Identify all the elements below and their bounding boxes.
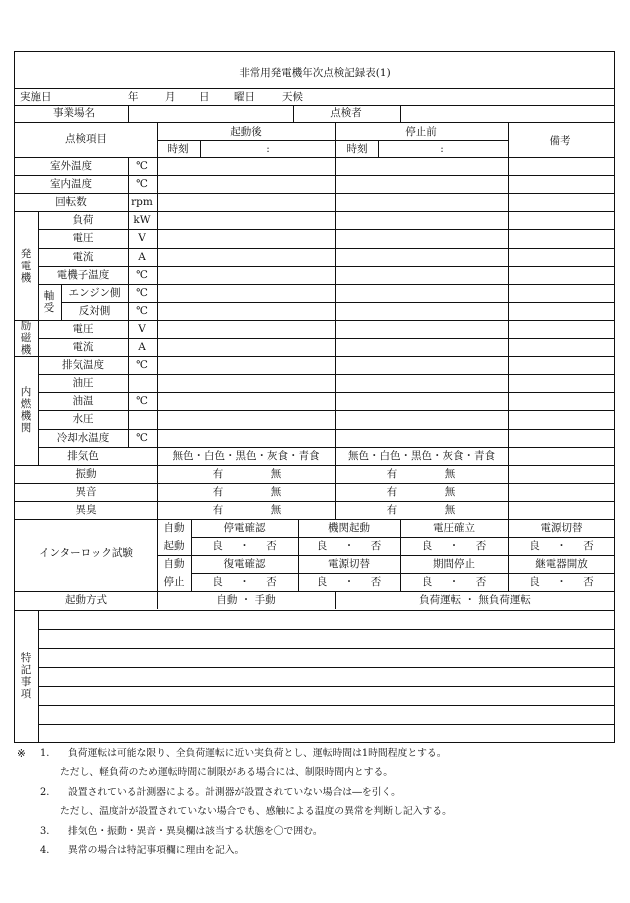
value-before-cell[interactable]	[336, 267, 507, 283]
remarks-cell[interactable]	[509, 176, 614, 192]
start-method-options: 自動 ・ 手動	[216, 594, 276, 607]
value-before-cell[interactable]	[336, 375, 507, 391]
rule-line	[400, 519, 401, 591]
time-colon-before: :	[440, 143, 444, 155]
check-label: 異臭	[75, 503, 97, 516]
interlock-result-cell[interactable]	[299, 574, 399, 590]
day-label: 日	[199, 91, 210, 103]
rule-line	[14, 501, 615, 502]
check-no-after: 無	[270, 503, 282, 516]
remarks-cell[interactable]	[509, 194, 614, 210]
time-label-after: 時刻	[167, 143, 189, 155]
rule-line	[157, 591, 158, 609]
time-after-input[interactable]	[201, 141, 334, 156]
check-yes-after: 有	[212, 467, 224, 480]
special-notes-input[interactable]	[40, 687, 613, 704]
note-mark: ※	[17, 748, 26, 760]
note-number: 2.	[40, 787, 50, 798]
engine-group-label: 内燃機関	[20, 386, 32, 435]
interlock-bad: 否	[266, 576, 277, 589]
start-method-label: 起動方式	[65, 594, 107, 607]
time-before-input[interactable]	[379, 141, 507, 156]
run-mode-options: 負荷運転 ・ 無負荷運転	[419, 594, 531, 607]
check-yes-before: 有	[386, 503, 398, 516]
exciter-group-label: 励磁機	[20, 320, 32, 356]
bearing-column-line	[61, 284, 62, 320]
value-before-cell[interactable]	[336, 357, 507, 373]
site-name-label: 事業場名	[53, 107, 95, 119]
row-label: 油圧	[72, 377, 94, 390]
interlock-bad: 否	[370, 576, 382, 589]
check-no-before: 無	[444, 467, 456, 480]
interlock-good: 良	[529, 576, 540, 589]
rule-line	[14, 483, 615, 484]
inspector-label: 点検者	[330, 107, 362, 119]
remarks-column-line	[508, 122, 509, 519]
row-unit: ℃	[136, 304, 148, 317]
row-label: 電圧	[72, 232, 94, 245]
interlock-result-cell[interactable]	[509, 574, 614, 590]
interlock-good: 良	[316, 540, 328, 553]
row-label: 室内温度	[50, 178, 92, 191]
unit-column-line	[128, 157, 129, 447]
check-yes-after: 有	[212, 503, 224, 516]
interlock-test-label: インターロック試験	[39, 547, 133, 559]
weekday-label: 曜日	[234, 91, 255, 103]
interlock-item: 復電確認	[223, 558, 266, 571]
interlock-sep: ・	[556, 576, 567, 589]
rule-line	[128, 105, 129, 122]
rule-under-site	[14, 122, 615, 123]
value-after-cell[interactable]	[158, 375, 334, 391]
row-label: 負荷	[72, 214, 94, 227]
interlock-bad: 否	[475, 540, 487, 553]
value-after-cell[interactable]	[158, 357, 334, 373]
interlock-sep: ・	[343, 540, 355, 553]
interlock-group-line1: 自動	[163, 522, 185, 534]
interlock-result-cell[interactable]	[192, 538, 297, 554]
interlock-result-cell[interactable]	[509, 538, 614, 554]
interlock-sep: ・	[556, 540, 567, 553]
item-header: 点検項目	[65, 133, 107, 145]
value-after-cell[interactable]	[158, 285, 334, 301]
rule-line	[400, 105, 401, 122]
row-unit: V	[138, 232, 146, 245]
row-unit: ℃	[136, 268, 148, 281]
interlock-item: 期間停止	[433, 558, 475, 571]
interlock-item: 電圧確立	[433, 522, 475, 534]
value-after-cell[interactable]	[158, 303, 334, 319]
interlock-sep: ・	[448, 540, 460, 553]
interlock-group-line2: 起動	[163, 540, 185, 553]
value-after-cell[interactable]	[158, 249, 334, 265]
year-label: 年	[128, 91, 139, 103]
bearing-group-label: 軸受	[43, 289, 55, 314]
remarks-cell[interactable]	[509, 267, 614, 283]
interlock-item: 電源切替	[328, 558, 370, 571]
value-after-cell[interactable]	[158, 430, 334, 446]
remarks-cell[interactable]	[509, 357, 614, 373]
interlock-good: 良	[529, 540, 540, 553]
rule-line	[14, 519, 615, 520]
value-before-cell[interactable]	[336, 158, 507, 174]
rule-line	[14, 591, 615, 592]
remarks-cell[interactable]	[509, 249, 614, 265]
interlock-item: 継電器開放	[535, 558, 588, 571]
rule-line	[191, 537, 615, 538]
check-no-before: 無	[444, 485, 456, 498]
interlock-good: 良	[212, 540, 223, 553]
value-before-cell[interactable]	[336, 194, 507, 210]
exhaust-options-before: 無色・白色・黒色・灰食・青食	[348, 449, 495, 462]
site-name-field[interactable]	[130, 106, 292, 121]
value-before-cell[interactable]	[336, 411, 507, 427]
special-notes-input[interactable]	[40, 668, 613, 685]
remarks-cell[interactable]	[509, 158, 614, 174]
row-unit: ℃	[136, 395, 148, 408]
after-column-line	[157, 122, 158, 519]
interlock-bad: 否	[583, 540, 594, 553]
value-before-cell[interactable]	[336, 176, 507, 192]
interlock-group-line1: 自動	[163, 558, 185, 571]
remarks-cell[interactable]	[509, 411, 614, 427]
note-number: 1.	[40, 748, 50, 759]
rule-line	[14, 465, 615, 466]
rule-line	[298, 519, 299, 591]
remarks-cell[interactable]	[509, 285, 614, 301]
remarks-cell[interactable]	[509, 303, 614, 319]
inspector-field[interactable]	[402, 106, 614, 121]
interlock-item: 電源切替	[540, 522, 583, 534]
note-number: 4.	[40, 845, 50, 856]
value-after-cell[interactable]	[158, 212, 334, 228]
value-before-cell[interactable]	[336, 230, 507, 246]
value-after-cell[interactable]	[158, 230, 334, 246]
remarks-cell[interactable]	[509, 321, 614, 337]
interlock-sep: ・	[343, 576, 355, 589]
interlock-sep: ・	[239, 540, 250, 553]
row-label: 水圧	[72, 413, 94, 426]
remarks-cell[interactable]	[509, 375, 614, 391]
row-unit: ℃	[136, 359, 148, 372]
special-notes-input[interactable]	[40, 706, 613, 723]
generator-group-label: 発電機	[20, 247, 32, 284]
before-stop-header: 停止前	[405, 126, 437, 138]
interlock-bad: 否	[370, 540, 382, 553]
value-before-cell[interactable]	[336, 430, 507, 446]
note-text: 排気色・振動・異音・異臭欄は該当する状態を〇で囲む。	[68, 826, 323, 837]
value-after-cell[interactable]	[158, 194, 334, 210]
value-after-cell[interactable]	[158, 393, 334, 409]
row-unit: A	[138, 341, 146, 353]
value-before-cell[interactable]	[336, 339, 507, 355]
rule-line	[157, 555, 615, 556]
check-label: 異音	[75, 485, 97, 498]
check-no-after: 無	[270, 485, 282, 498]
interlock-bad: 否	[475, 576, 487, 589]
remarks-cell[interactable]	[509, 430, 614, 446]
interlock-bad: 否	[266, 540, 277, 553]
value-after-cell[interactable]	[158, 158, 334, 174]
interlock-sep: ・	[239, 576, 250, 589]
row-label: エンジン側	[68, 286, 121, 299]
remarks-cell[interactable]	[509, 230, 614, 246]
interlock-result-cell[interactable]	[299, 538, 399, 554]
note-number: 3.	[40, 826, 50, 837]
form-title: 非常用発電機年次点検記録表(1)	[239, 67, 391, 79]
remarks-cell[interactable]	[509, 339, 614, 355]
date-label: 実施日	[20, 91, 52, 103]
note-text: 異常の場合は特記事項欄に理由を記入。	[68, 845, 245, 856]
after-start-header: 起動後	[230, 126, 262, 138]
rule-under-title	[14, 88, 615, 89]
remarks-header: 備考	[549, 135, 571, 147]
time-colon-after: :	[266, 143, 270, 155]
note-text: ただし、軽負荷のため運転時間に制限がある場合には、制限時間内とする。	[60, 767, 394, 778]
interlock-item: 機関起動	[328, 522, 370, 534]
row-label: 反対側	[78, 304, 111, 317]
interlock-item: 停電確認	[223, 522, 266, 534]
interlock-bad: 否	[583, 576, 594, 589]
special-notes-input[interactable]	[40, 611, 613, 628]
interlock-group-line2: 停止	[163, 576, 185, 589]
interlock-good: 良	[421, 576, 433, 589]
rule-line	[508, 519, 509, 591]
interlock-good: 良	[421, 540, 433, 553]
row-label: 油温	[72, 395, 94, 408]
row-label: 室外温度	[50, 160, 92, 172]
check-yes-before: 有	[386, 485, 398, 498]
special-notes-label: 特記事項	[20, 652, 32, 701]
interlock-result-cell[interactable]	[401, 538, 507, 554]
special-notes-input[interactable]	[40, 630, 613, 647]
check-label: 振動	[75, 467, 97, 480]
value-after-cell[interactable]	[158, 411, 334, 427]
interlock-result-cell[interactable]	[192, 574, 297, 590]
row-unit: A	[138, 250, 146, 263]
row-unit: V	[138, 322, 146, 335]
check-no-before: 無	[444, 503, 456, 516]
time-label-before: 時刻	[346, 143, 368, 155]
value-after-cell[interactable]	[158, 321, 334, 337]
interlock-good: 良	[316, 576, 328, 589]
row-unit: rpm	[131, 196, 153, 209]
rule-line	[293, 105, 294, 122]
note-text: ただし、温度計が設置されていない場合でも、感触による温度の異常を判断し記入する。	[60, 806, 452, 817]
note-text: 負荷運転は可能な限り、全負荷運転に近い実負荷とし、運転時間は1時間程度とする。	[68, 748, 447, 759]
row-unit: kW	[133, 214, 151, 227]
special-notes-input[interactable]	[40, 649, 613, 666]
interlock-good: 良	[212, 576, 223, 589]
value-before-cell[interactable]	[336, 212, 507, 228]
value-after-cell[interactable]	[158, 339, 334, 355]
value-after-cell[interactable]	[158, 176, 334, 192]
remarks-cell[interactable]	[509, 393, 614, 409]
group-column-line	[38, 211, 39, 464]
row-label: 冷却水温度	[56, 431, 110, 444]
note-text: 設置されている計測器による。計測器が設置されていない場合は―を引く。	[68, 787, 401, 798]
special-notes-input[interactable]	[40, 725, 613, 742]
exhaust-color-label: 排気色	[67, 449, 99, 462]
check-no-after: 無	[270, 467, 282, 480]
month-label: 月	[165, 91, 176, 103]
check-yes-after: 有	[212, 485, 224, 498]
row-unit: ℃	[136, 431, 148, 444]
row-label: 電流	[72, 341, 94, 353]
row-unit: ℃	[136, 286, 148, 299]
value-before-cell[interactable]	[336, 285, 507, 301]
row-label: 回転数	[55, 196, 87, 209]
value-before-cell[interactable]	[336, 249, 507, 265]
value-before-cell[interactable]	[336, 321, 507, 337]
weather-label: 天候	[282, 91, 303, 103]
value-before-cell[interactable]	[336, 393, 507, 409]
interlock-sep: ・	[448, 576, 460, 589]
exhaust-options-after: 無色・白色・黒色・灰食・青食	[172, 449, 320, 462]
value-after-cell[interactable]	[158, 267, 334, 283]
interlock-result-cell[interactable]	[401, 574, 507, 590]
row-label: 電機子温度	[56, 268, 110, 281]
rule-line	[335, 591, 336, 609]
row-unit: ℃	[136, 160, 148, 172]
before-column-line	[335, 122, 336, 519]
remarks-cell[interactable]	[509, 212, 614, 228]
row-label: 電流	[72, 250, 94, 263]
row-label: 排気温度	[62, 359, 104, 372]
value-before-cell[interactable]	[336, 303, 507, 319]
check-yes-before: 有	[386, 467, 398, 480]
rule-line	[38, 447, 615, 448]
row-label: 電圧	[72, 322, 94, 335]
rule-line	[191, 573, 615, 574]
row-unit: ℃	[136, 178, 148, 191]
